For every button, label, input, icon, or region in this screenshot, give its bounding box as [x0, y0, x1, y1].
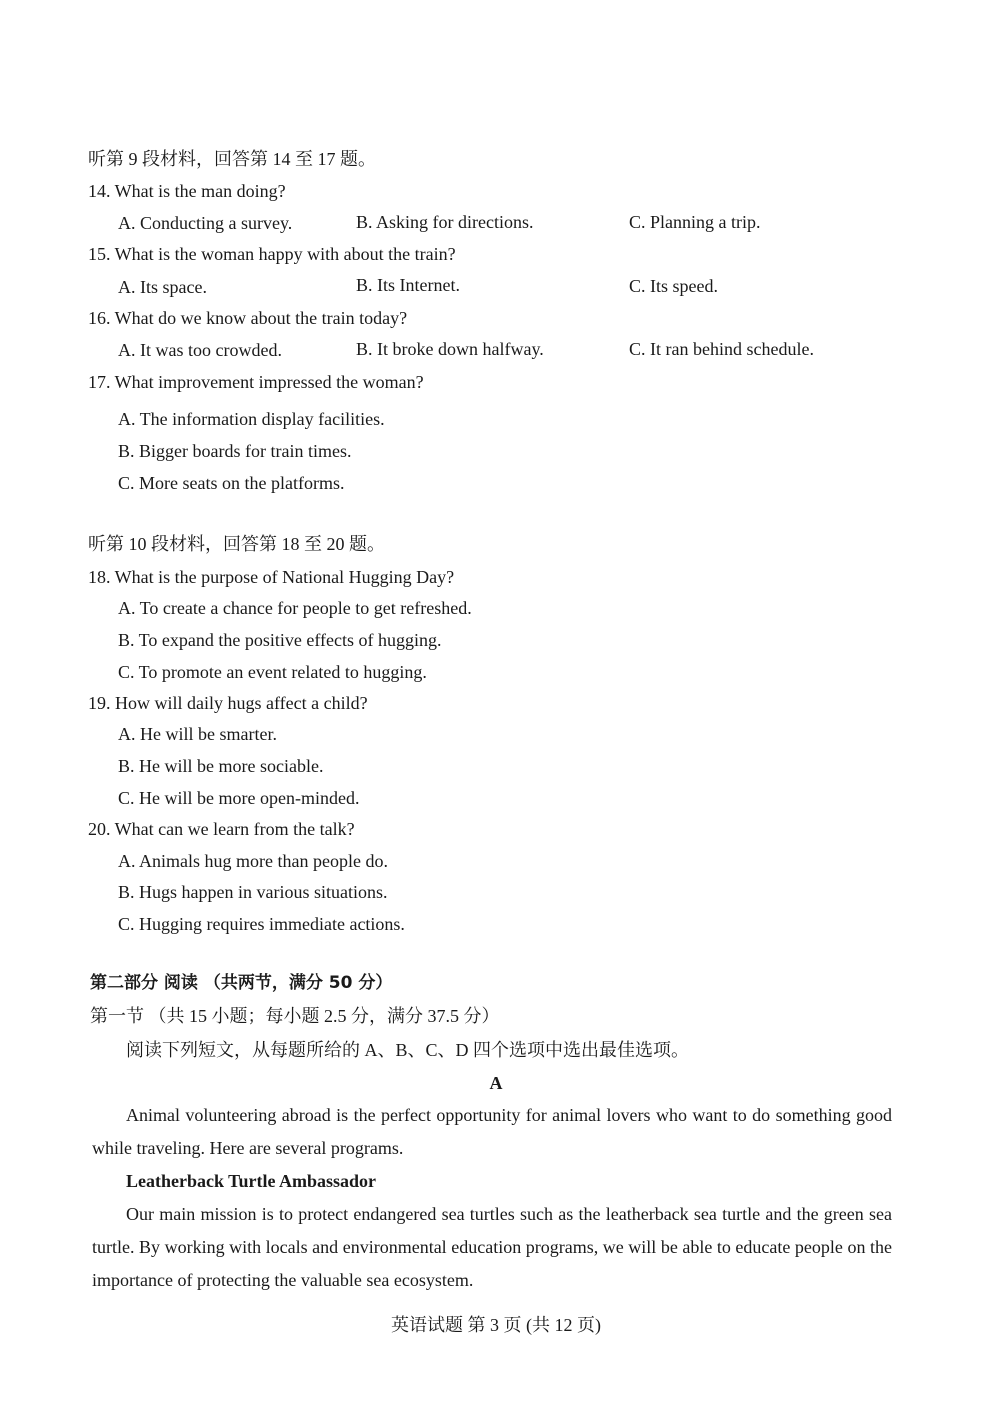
- option: A. Its space.: [118, 277, 207, 297]
- question-stem: 17. What improvement impressed the woman?: [88, 372, 424, 392]
- option: C. Planning a trip.: [629, 212, 761, 232]
- option: B. To expand the positive effects of hugging.: [118, 630, 442, 650]
- part-title: 第二部分 阅读 （共两节，满分 50 分）: [90, 973, 393, 993]
- instruction: 阅读下列短文，从每题所给的 A、B、C、D 四个选项中选出最佳选项。: [126, 1040, 690, 1060]
- option: B. Hugs happen in various situations.: [118, 882, 388, 902]
- passage-intro: [92, 1099, 892, 1165]
- question-stem: 18. What is the purpose of National Hugging Day?: [88, 567, 455, 587]
- passage-letter: A: [489, 1073, 503, 1093]
- question-stem: 16. What do we know about the train today?: [88, 308, 408, 328]
- option: C. He will be more open-minded.: [118, 788, 360, 808]
- option: A. He will be smarter.: [118, 724, 277, 744]
- question-stem: 14. What is the man doing?: [88, 181, 286, 201]
- program-description: [92, 1198, 892, 1297]
- page-footer: 英语试题 第 3 页 (共 12 页): [391, 1315, 601, 1335]
- option: B. Its Internet.: [356, 275, 460, 295]
- option: C. Its speed.: [629, 276, 718, 296]
- option: B. He will be more sociable.: [118, 756, 324, 776]
- section-heading: 听第 9 段材料，回答第 14 至 17 题。: [88, 149, 376, 169]
- option: C. Hugging requires immediate actions.: [118, 914, 405, 934]
- section-subtitle: 第一节 （共 15 小题；每小题 2.5 分，满分 37.5 分）: [90, 1006, 500, 1026]
- option: C. It ran behind schedule.: [629, 339, 814, 359]
- option: A. It was too crowded.: [118, 340, 282, 360]
- passage-intro-text: Animal volunteering abroad is the perfect opportunity for animal lovers who want to do something good while traveling. Here are several programs.: [92, 1105, 892, 1158]
- program-text: Our main mission is to protect endangered sea turtles such as the leatherback sea turtle and the green sea turtle. By working with locals and environmental education programs, we will be able to educate people on the importance of protecting the valuable sea ecosystem.: [92, 1204, 892, 1290]
- option: C. To promote an event related to hugging.: [118, 662, 427, 682]
- option: B. Bigger boards for train times.: [118, 441, 352, 461]
- question-stem: 19. How will daily hugs affect a child?: [88, 693, 368, 713]
- question-stem: 20. What can we learn from the talk?: [88, 819, 355, 839]
- option: B. It broke down halfway.: [356, 339, 544, 359]
- option: A. Animals hug more than people do.: [118, 851, 388, 871]
- question-stem: 15. What is the woman happy with about the train?: [88, 244, 456, 264]
- option: B. Asking for directions.: [356, 212, 534, 232]
- section-heading: 听第 10 段材料，回答第 18 至 20 题。: [88, 534, 385, 554]
- option: A. Conducting a survey.: [118, 213, 293, 233]
- option: A. The information display facilities.: [118, 409, 385, 429]
- option: C. More seats on the platforms.: [118, 473, 345, 493]
- option: A. To create a chance for people to get refreshed.: [118, 598, 472, 618]
- program-title: Leatherback Turtle Ambassador: [126, 1171, 377, 1191]
